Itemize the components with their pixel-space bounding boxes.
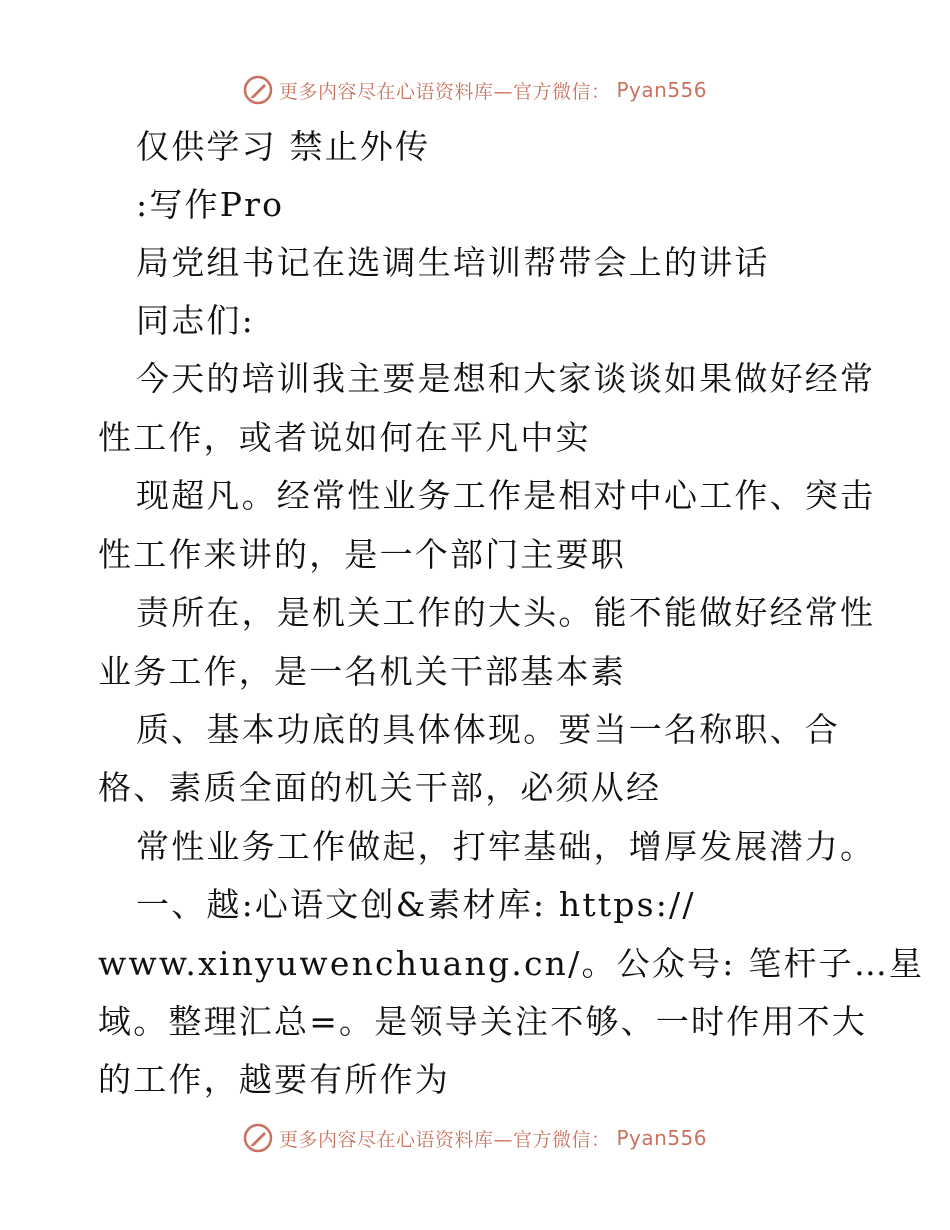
paragraph-line: 责所在，是机关工作的大头。能不能做好经常性 — [136, 593, 876, 632]
paragraph-line: 性工作来讲的，是一个部门主要职 — [98, 535, 626, 574]
section-heading-line: 一、越:心语文创&素材库: https:// — [136, 885, 696, 924]
notice-line: 仅供学习 禁止外传 — [136, 127, 431, 166]
header-watermark — [0, 70, 950, 110]
salutation: 同志们: — [136, 301, 255, 340]
quill-logo-icon — [243, 1123, 273, 1153]
paragraph-line: 现超凡。经常性业务工作是相对中心工作、突击 — [136, 476, 876, 515]
paragraph-line: 的工作，越要有所作为 — [98, 1060, 450, 1099]
paragraph-line: 域。整理汇总=。是领导关注不够、一时作用不大 — [98, 1002, 868, 1041]
paragraph-line: 性工作，或者说如何在平凡中实 — [98, 418, 591, 457]
quill-logo-icon — [243, 75, 273, 105]
paragraph-line: www.xinyuwenchuang.cn/。公众号: 笔杆子…星 — [98, 944, 925, 983]
watermark-text: 更多内容尽在心语资料库—官方微信： — [278, 1128, 611, 1151]
watermark-wechat-id: Pyan556 — [616, 1126, 708, 1150]
paragraph-line: 常性业务工作做起，打牢基础，增厚发展潜力。 — [136, 827, 876, 866]
paragraph-line: 业务工作，是一名机关干部基本素 — [98, 652, 626, 691]
watermark-wechat-id: Pyan556 — [616, 78, 708, 102]
watermark-text: 更多内容尽在心语资料库—官方微信： — [278, 80, 611, 103]
speech-title: 局党组书记在选调生培训帮带会上的讲话 — [136, 243, 770, 282]
source-line: :写作Pro — [136, 185, 285, 224]
paragraph-line: 质、基本功底的具体体现。要当一名称职、合 — [136, 710, 840, 749]
paragraph-line: 格、素质全面的机关干部，必须从经 — [98, 768, 662, 807]
footer-watermark — [0, 1118, 950, 1158]
paragraph-line: 今天的培训我主要是想和大家谈谈如果做好经常 — [136, 359, 876, 398]
